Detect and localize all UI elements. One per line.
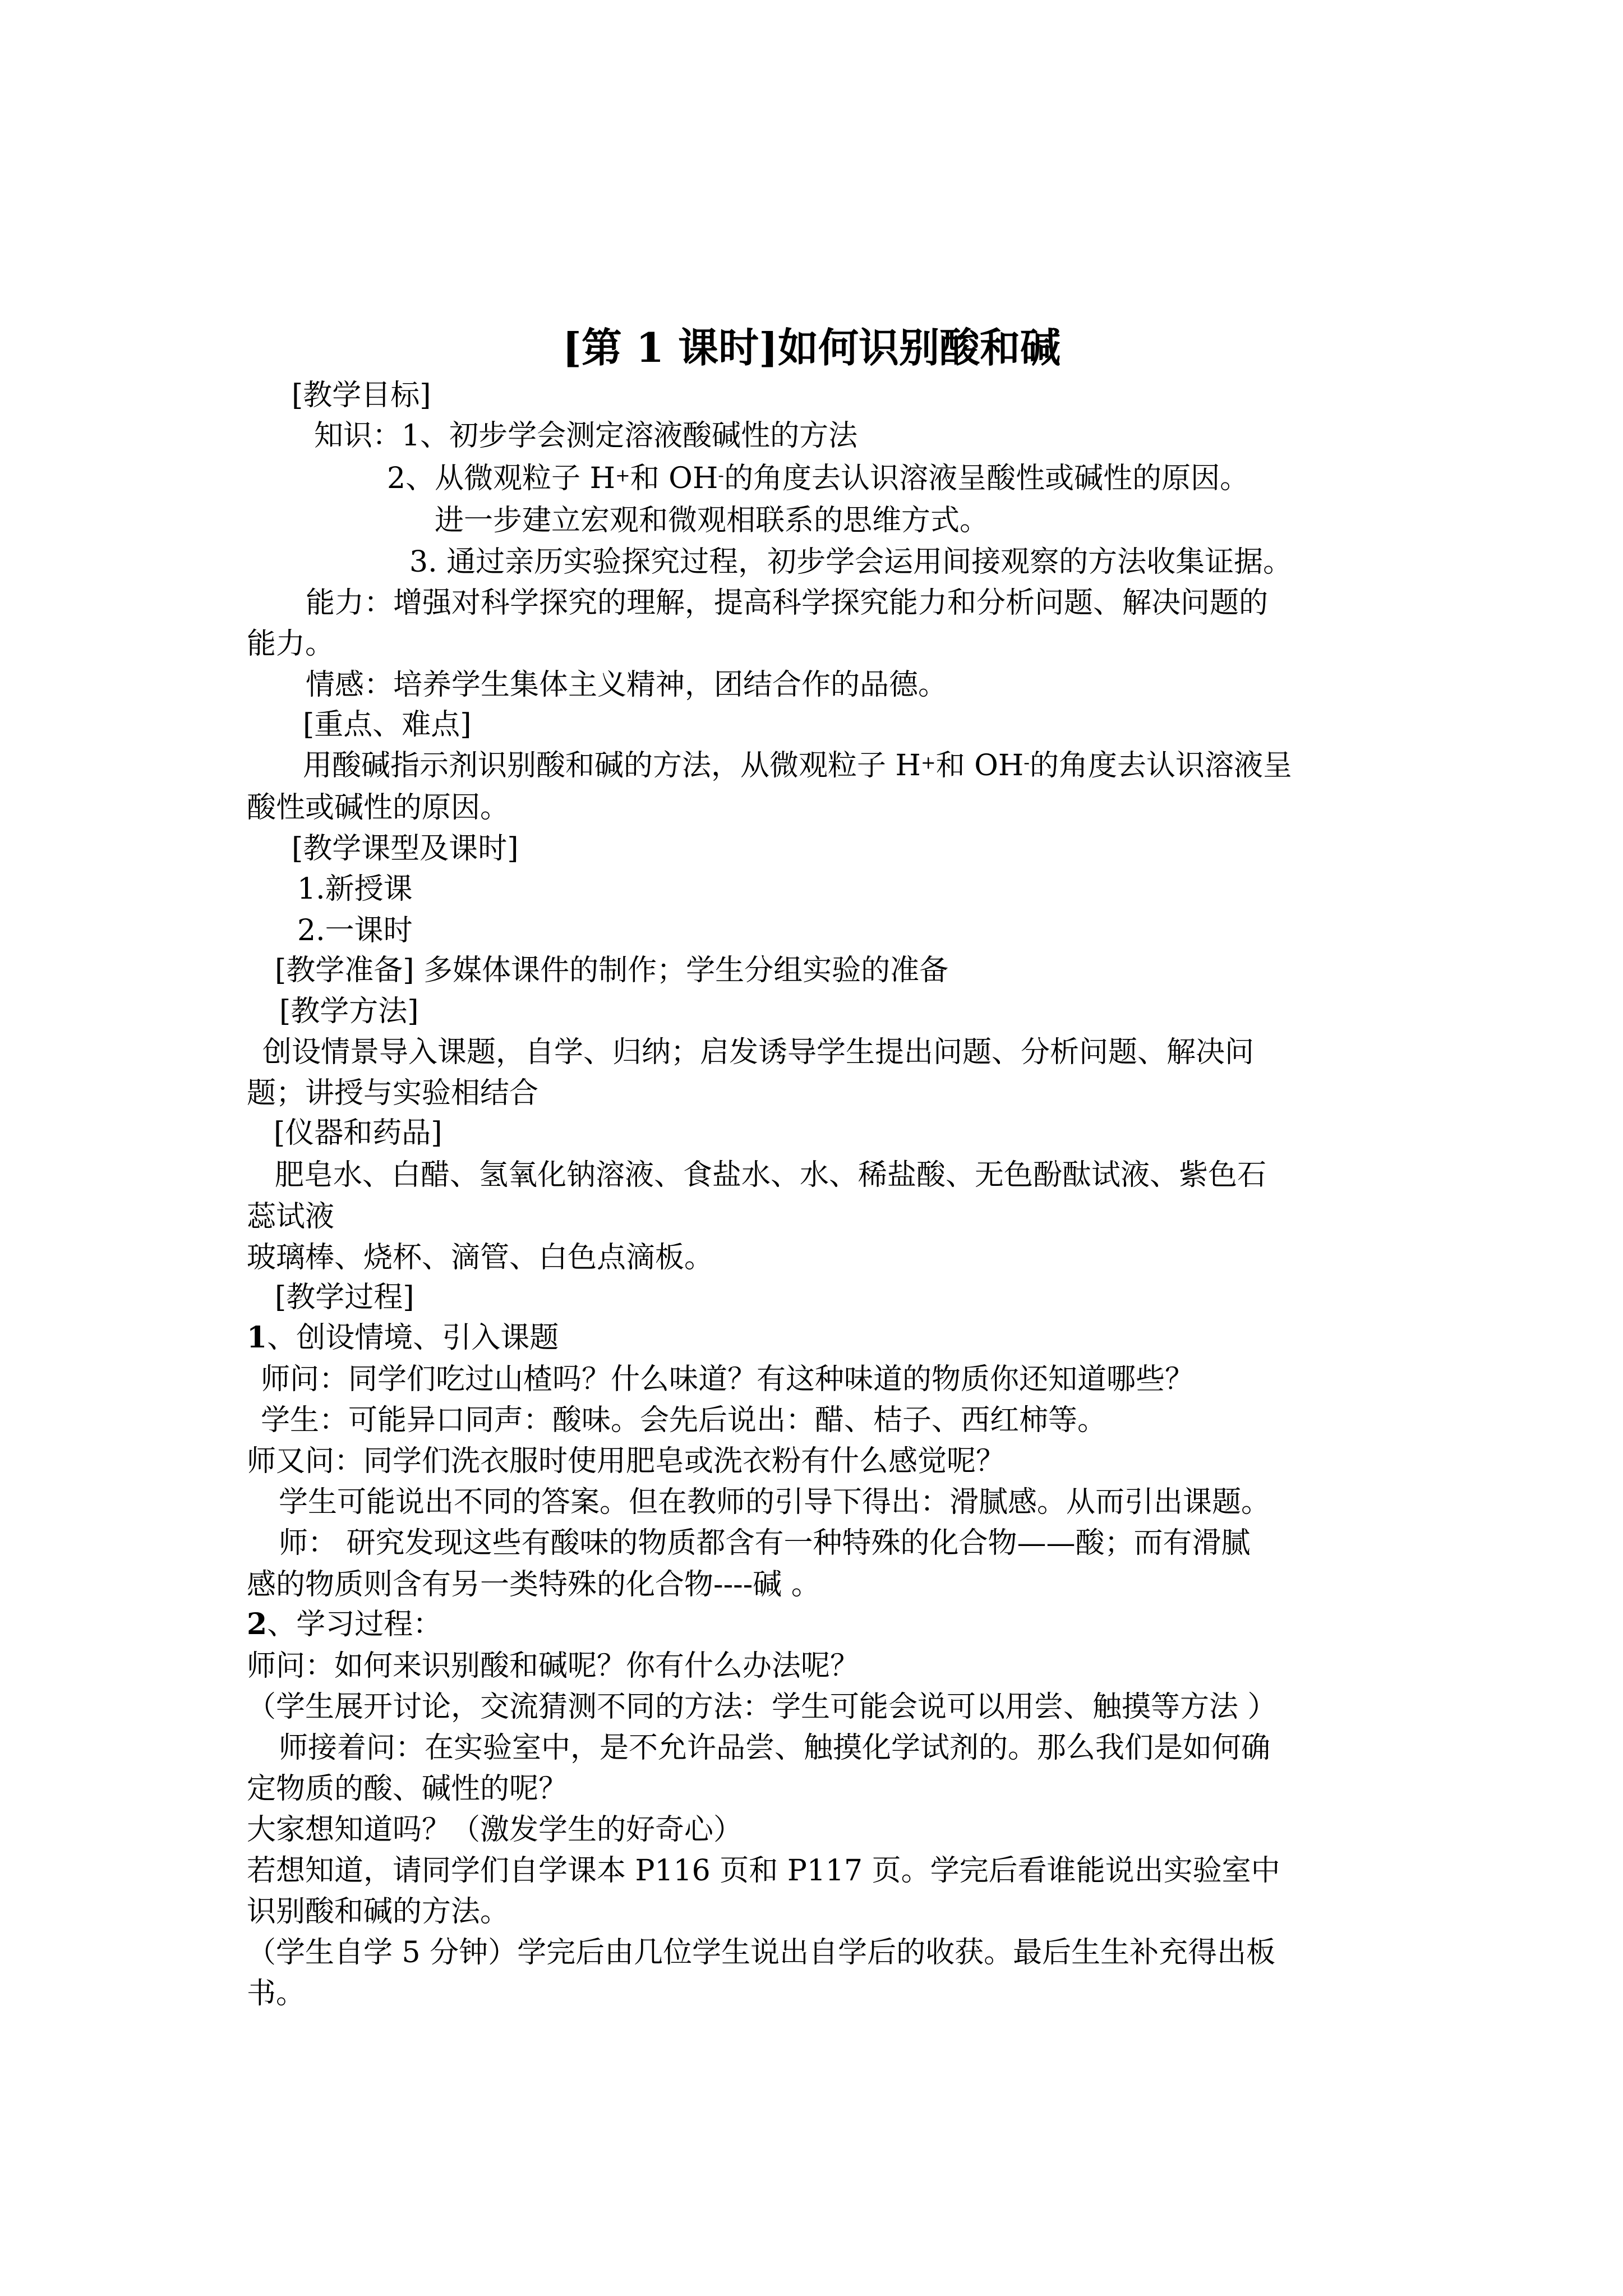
knowledge-item-2-continued: 进一步建立宏观和微观相联系的思维方式。 bbox=[435, 504, 989, 537]
section-heading-key-points: [重点、难点] bbox=[303, 708, 472, 742]
methods-paragraph-continued: 题；讲授与实验相结合 bbox=[247, 1076, 539, 1110]
section-heading-objectives: [教学目标] bbox=[292, 379, 431, 412]
section-heading-lesson-type: [教学课型及课时] bbox=[292, 832, 519, 866]
student-answer-1: 学生：可能异口同声：酸味。会先后说出：醋、桔子、西红柿等。 bbox=[261, 1404, 1107, 1437]
self-study-instruction-continued: 识别酸和碱的方法。 bbox=[247, 1895, 510, 1929]
teacher-question-2: 师又问：同学们洗衣服时使用肥皂或洗衣粉有什么感觉呢？ bbox=[247, 1444, 1006, 1478]
lesson-type-item-2: 2.一课时 bbox=[297, 914, 413, 947]
emotion-paragraph: 情感：培养学生集体主义精神，团结合作的品德。 bbox=[306, 668, 948, 702]
student-answer-2: 学生可能说出不同的答案。但在教师的引导下得出：滑腻感。从而引出课题。 bbox=[279, 1485, 1271, 1519]
teacher-question-4: 师接着问：在实验室中，是不允许品尝、触摸化学试剂的。那么我们是如何确 bbox=[279, 1731, 1271, 1765]
section-heading-process: [教学过程] bbox=[275, 1281, 414, 1314]
teacher-question-1: 师问：同学们吃过山楂吗？什么味道？有这种味道的物质你还知道哪些？ bbox=[261, 1363, 1195, 1396]
student-discussion: （学生展开讨论，交流猜测不同的方法：学生可能会说可以用尝、触摸等方法 ） bbox=[247, 1690, 1277, 1724]
materials-paragraph-continued: 蕊试液 bbox=[247, 1200, 335, 1234]
curiosity-prompt: 大家想知道吗？（激发学生的好奇心） bbox=[247, 1813, 743, 1847]
page-title: [第 1 课时]如何识别酸和碱 bbox=[562, 324, 1061, 371]
teacher-question-4-continued: 定物质的酸、碱性的呢？ bbox=[247, 1772, 568, 1806]
self-study-result-continued: 书。 bbox=[247, 1977, 306, 2010]
lesson-type-item-1: 1.新授课 bbox=[297, 872, 413, 906]
methods-paragraph: 创设情景导入课题，自学、归纳；启发诱导学生提出问题、分析问题、解决问 bbox=[262, 1036, 1255, 1069]
section-heading-materials: [仪器和药品] bbox=[274, 1116, 442, 1150]
knowledge-item-1: 知识：1、初步学会测定溶液酸碱性的方法 bbox=[314, 419, 858, 453]
key-points-paragraph-continued: 酸性或碱性的原因。 bbox=[247, 791, 510, 825]
ability-paragraph: 能力：增强对科学探究的理解，提高科学探究能力和分析问题、解决问题的 bbox=[306, 586, 1269, 620]
process-step-2-heading: 2、学习过程： bbox=[247, 1607, 442, 1641]
ability-paragraph-continued: 能力。 bbox=[247, 627, 335, 661]
key-points-paragraph: 用酸碱指示剂识别酸和碱的方法，从微观粒子 H+和 OH-的角度去认识溶液呈 bbox=[303, 749, 1293, 783]
knowledge-item-2: 2、从微观粒子 H+和 OH-的角度去认识溶液呈酸性或碱性的原因。 bbox=[387, 462, 1249, 495]
teacher-question-3: 师问：如何来识别酸和碱呢？你有什么办法呢？ bbox=[247, 1649, 860, 1683]
self-study-result: （学生自学 5 分钟）学完后由几位学生说出自学后的收获。最后生生补充得出板 bbox=[247, 1936, 1276, 1970]
materials-equipment: 玻璃棒、烧杯、滴管、白色点滴板。 bbox=[247, 1241, 714, 1274]
teacher-statement-continued: 感的物质则含有另一类特殊的化合物----碱 。 bbox=[247, 1568, 820, 1602]
section-heading-preparation: [教学准备] 多媒体课件的制作；学生分组实验的准备 bbox=[275, 954, 949, 987]
knowledge-item-3: 3. 通过亲历实验探究过程，初步学会运用间接观察的方法收集证据。 bbox=[409, 545, 1293, 579]
teacher-statement: 师： 研究发现这些有酸味的物质都含有一种特殊的化合物——酸；而有滑腻 bbox=[279, 1526, 1251, 1560]
process-step-1-heading: 1、创设情境、引入课题 bbox=[247, 1320, 559, 1355]
section-heading-methods: [教学方法] bbox=[279, 995, 419, 1028]
self-study-instruction: 若想知道，请同学们自学课本 P116 页和 P117 页。学完后看谁能说出实验室中 bbox=[247, 1854, 1280, 1888]
materials-paragraph: 肥皂水、白醋、氢氧化钠溶液、食盐水、水、稀盐酸、无色酚酞试液、紫色石 bbox=[275, 1158, 1267, 1192]
